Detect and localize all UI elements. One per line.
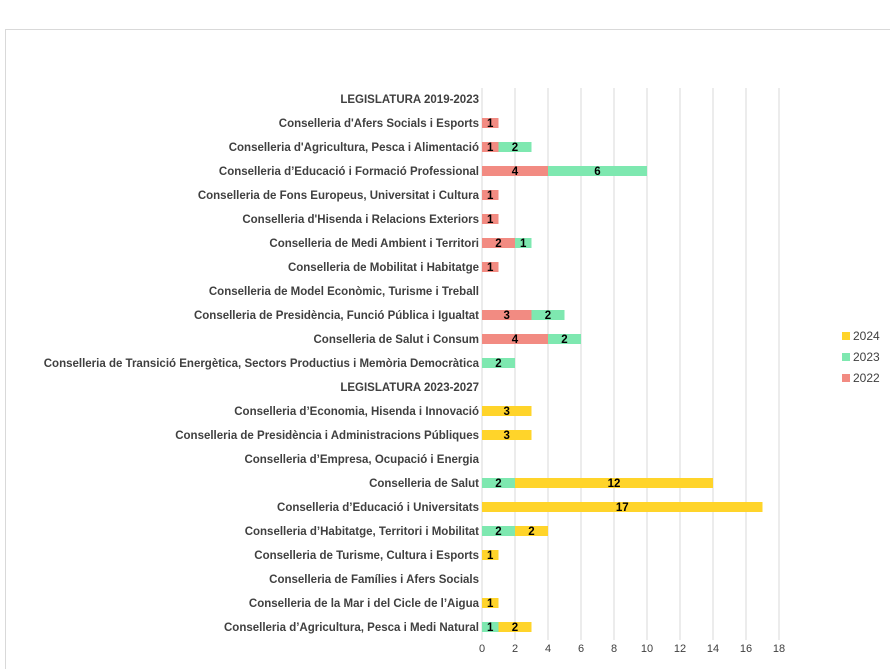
category-label: Conselleria d’Educació i Universitats (277, 502, 479, 514)
category-label: LEGISLATURA 2019-2023 (340, 94, 479, 106)
category-label: Conselleria de Salut (369, 478, 479, 490)
category-label: Conselleria de Turisme, Cultura i Esports (254, 550, 479, 562)
bars (482, 118, 763, 634)
category-label: Conselleria d'Hisenda i Relacions Exteriors (242, 214, 479, 226)
category-label: Conselleria d’Agricultura, Pesca i Medi Natural (224, 622, 479, 634)
data-label-2023: 6 (594, 166, 601, 178)
category-label: LEGISLATURA 2023-2027 (340, 382, 479, 394)
data-label-2022: 1 (487, 142, 494, 154)
legend (842, 329, 880, 385)
x-tick-label: 0 (478, 643, 486, 655)
category-label: Conselleria de Famílies i Afers Socials (269, 574, 479, 586)
data-label-2024: 2 (528, 526, 535, 538)
category-labels (44, 94, 480, 634)
category-label: Conselleria de Salut i Consum (313, 334, 479, 346)
data-label-2022: 4 (511, 334, 519, 346)
data-label-2022: 1 (487, 190, 494, 202)
category-label: Conselleria d'Afers Socials i Esports (278, 118, 479, 130)
x-tick-label: 12 (673, 643, 687, 655)
category-label: Conselleria de Fons Europeus, Universitat i Cultura (197, 190, 479, 202)
data-label-2023: 1 (487, 622, 494, 634)
data-label-2023: 2 (511, 142, 519, 154)
category-label: Conselleria de la Mar i del Cicle de l’Aigua (248, 598, 479, 610)
category-label: Conselleria d’Habitatge, Territori i Mobilitat (244, 526, 479, 538)
data-label-2023: 2 (495, 358, 502, 370)
x-tick-label: 4 (544, 643, 552, 655)
x-tick-label: 6 (577, 643, 585, 655)
category-label: Conselleria d’Empresa, Ocupació i Energia (244, 454, 479, 466)
data-label-2023: 2 (544, 310, 552, 322)
data-label-2022: 4 (511, 166, 519, 178)
category-label: Conselleria d’Economia, Hisenda i Innovació (234, 406, 479, 418)
data-label-2022: 1 (487, 118, 494, 130)
legend-swatch-2022 (842, 374, 850, 382)
data-label-2022: 1 (487, 262, 494, 274)
data-label-2023: 2 (561, 334, 568, 346)
category-label: Conselleria de Presidència, Funció Pública i Igualtat (193, 310, 479, 322)
legend-swatch-2024 (842, 332, 850, 340)
data-label-2024: 12 (607, 478, 621, 490)
data-label-2024: 1 (487, 550, 494, 562)
data-label-2022: 2 (495, 238, 502, 250)
category-label: Conselleria de Transició Energètica, Sectors Productius i Memòria Democràtica (43, 358, 479, 370)
category-label: Conselleria de Medi Ambient i Territori (269, 238, 479, 250)
data-label-2022: 1 (487, 214, 494, 226)
data-label-2023: 2 (495, 478, 502, 490)
data-label-2024: 2 (511, 622, 519, 634)
legend-label-2023: 2023 (853, 350, 880, 364)
legend-swatch-2023 (842, 353, 850, 361)
data-label-2023: 2 (495, 526, 502, 538)
x-tick-label: 2 (511, 643, 519, 655)
data-label-2024: 3 (503, 430, 510, 442)
category-label: Conselleria de Model Econòmic, Turisme i Treball (208, 286, 479, 298)
x-tick-label: 16 (739, 643, 753, 655)
x-tick-label: 10 (640, 643, 654, 655)
x-tick-label: 18 (772, 643, 786, 655)
data-label-2024: 17 (615, 502, 629, 514)
data-label-2023: 1 (520, 238, 527, 250)
category-label: Conselleria d'Agricultura, Pesca i Alimentació (228, 142, 479, 154)
legend-label-2022: 2022 (853, 371, 880, 385)
category-label: Conselleria de Presidència i Administracions Públiques (175, 430, 479, 442)
legend-label-2024: 2024 (853, 329, 880, 343)
category-label: Conselleria d’Educació i Formació Professional (218, 166, 479, 178)
data-label-2024: 1 (487, 598, 494, 610)
data-label-2022: 3 (503, 310, 510, 322)
x-axis-ticks (479, 643, 785, 655)
category-label: Conselleria de Mobilitat i Habitatge (287, 262, 479, 274)
x-tick-label: 8 (610, 643, 618, 655)
data-label-2024: 3 (503, 406, 510, 418)
x-tick-label: 14 (706, 643, 720, 655)
